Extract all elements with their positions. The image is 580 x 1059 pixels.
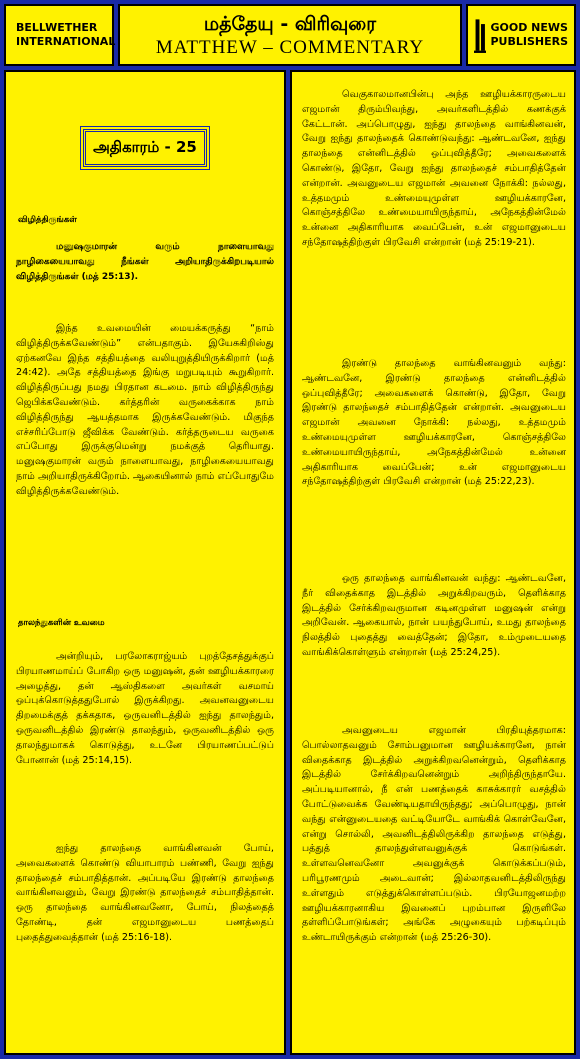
left-paragraph-1: இந்த உவமையின் மையக்கருத்து “நாம் விழித்திருக்கவேண்டும்” என்பதாகும். இயேசுகிறிஸ்து ஏற்கனவே இந்த சத்தியத்தை வலியுறுத்தியிருக்கிறார் (மத் 24:42). அதே சத்தியத்தை இங்கு மறுபடியும் கூறுகிறார். விழித்திருப்பது நமது பிரதான கடமை. நாம் விழித்திருந்து ஜெபிக்கவேண்டும். கர்த்தரின் வருகைக்காக நாம் விழித்திருந்து ஆயத்தமாக இருக்கவேண்டும். மிகுந்த எச்சரிப்போடு ஜீவிக்க வேண்டும். கர்த்தருடைய வருகை எப்போது இருக்குமென்று நமக்குத் தெரியாது. மனுஷகுமாரன் வரும் நாளையாவது, நாழிகையையாவது நாம் அறியாதிருக்கிறோம். ஆகையினால் நாம் எப்போதுமே விழித்திருக்கவேண்டும். — [16, 323, 274, 497]
good-news-logo-text — [490, 21, 568, 49]
right-paragraph-2: இரண்டு தாலந்தை வாங்கினவனும் வந்து: ஆண்டவனே, இரண்டு தாலந்தை என்னிடத்தில் ஒப்புவித்தீரே; அவைகளைக் கொண்டு, இதோ, வேறு இரண்டு தாலந்தைச் சம்பாதித்தேன் என்றான். அவனுடைய எஜமான் அவனை நோக்கி: நல்லது, உத்தமமும் உண்மையுமுள்ள ஊழியக்காரனே, கொஞ்சத்திலே உண்மையாயிருந்தாய், அநேகத்தின்மேல் உன்னை அதிகாரியாக வைப்பேன்; உன் எஜமானுடைய சந்தோஷத்திற்குள் பிரவேசி என்றான் (மத் 25:22,23). — [302, 358, 566, 488]
section-heading-watch: விழித்திருங்கள் — [18, 215, 77, 225]
logo-left-line1: BELLWETHER — [16, 21, 98, 34]
bellwether-logo — [4, 4, 114, 66]
right-column — [290, 70, 576, 1055]
bellwether-logo-text — [16, 21, 115, 49]
right-paragraph-4: அவனுடைய எஜமான் பிரதியுத்தரமாக: பொல்லாதவனும் சோம்பனுமான ஊழியக்காரனே, நான் விதைக்காத இடத்தில் அறுக்கிறவனென்றும், தெளிக்காத இடத்தில் சேர்க்கிறவனென்றும் அறிந்திருந்தாயே. அப்படியானால், நீ என் பணத்தைக் காசுக்காரர் வசத்தில் போட்டுவைக்க வேண்டியதாயிருந்தது; அப்பொழுது, நான் வந்து என்னுடையதை வட்டியோடே வாங்கிக் கொள்வேனே, என்று சொல்லி, அவனிடத்திலிருக்கிற தாலந்தை எடுத்து, பத்துத் தாலந்துள்ளவனுக்குக் கொடுங்கள். உள்ளவனெவனோ அவனுக்குக் கொடுக்கப்படும், பரிபூரணமும் அடைவான்; இல்லாதவனிடத்திலிருந்து உள்ளதும் எடுத்துக்கொள்ளப்படும். பிரயோஜனமற்ற ஊழியக்காரனாகிய இவனைப் புறம்பான இருளிலே தள்ளிப்போடுங்கள்; அங்கே அழுகையும் பற்கடிப்பும் உண்டாயிருக்கும் என்றான் (மத் 25:26-30). — [302, 725, 566, 944]
logo-right-line1: GOOD NEWS — [490, 21, 568, 34]
page-title-english: MATTHEW – COMMENTARY — [155, 37, 425, 58]
good-news-logo-icon — [474, 12, 486, 58]
key-verse: மனுஷகுமாரன் வரும் நாளையாவது நாழிகையையாவது நீங்கள் அறியாதிருக்கிறபடியால் விழித்திருங்கள் (மத் 25:13). — [16, 242, 274, 282]
page-title-tamil: மத்தேயு - விரிவுரை — [203, 13, 377, 35]
right-paragraph-3: ஒரு தாலந்தை வாங்கினவன் வந்து: ஆண்டவனே, நீர் விதைக்காத இடத்தில் அறுக்கிறவரும், தெளிக்காத இடத்தில் சேர்க்கிறவருமான கடினமுள்ள மனுஷன் என்று அறிவேன். ஆகையால், நான் பயந்துபோய், உமது தாலந்தை நிலத்தில் புதைத்து வைத்தேன்; இதோ, உம்முடையதை வாங்கிக்கொள்ளும் என்றான் (மத் 25:24,25). — [302, 573, 566, 658]
chapter-label: அதிகாரம் - 25 — [83, 129, 207, 167]
section-heading-talents: தாலந்துகளின் உவமை — [18, 618, 105, 628]
page-title-box — [118, 4, 462, 66]
logo-left-line2: INTERNATIONAL — [16, 35, 116, 48]
right-paragraph-1: வெகுகாலமானபின்பு அந்த ஊழியக்காரருடைய எஜமான் திரும்பிவந்து, அவர்களிடத்தில் கணக்குக் கேட்டான். அப்பொழுது, ஐந்து தாலந்தை வாங்கினவன், வேறு ஐந்து தாலந்தைக் கொண்டுவந்து: ஆண்டவனே, ஐந்து தாலந்தை என்னிடத்தில் ஒப்புவித்தீரே; அவைகளைக் கொண்டு, இதோ, வேறு ஐந்து தாலந்தைச் சம்பாதித்தேன் என்றான். அவனுடைய எஜமான் அவனை நோக்கி: நல்லது, உத்தமமும் உண்மையுமுள்ள ஊழியக்காரனே, கொஞ்சத்திலே உண்மையாயிருந்தாய், அநேகத்தின்மேல் உன்னை அதிகாரியாக வைப்பேன், உன் எஜமானுடைய சந்தோஷத்திற்குள் பிரவேசி என்றான் (மத் 25:19-21). — [302, 89, 566, 248]
left-paragraph-2: அன்றியும், பரலோகராஜ்யம் புறத்தேசத்துக்குப் பிரயாணமாய்ப் போகிற ஒரு மனுஷன், தன் ஊழியக்காரரை அழைத்து, தன் ஆஸ்திகளை அவர்கள் வசமாய் ஒப்புக்கொடுத்ததுபோல் இருக்கிறது. அவனவனுடைய திறமைக்குத் தக்கதாக, ஒருவனிடத்தில் ஐந்து தாலந்தும், ஒருவனிடத்தில் இரண்டு தாலந்தும், ஒருவனிடத்தில் ஒரு தாலந்துமாகக் கொடுத்து, உடனே பிரயாணப்பட்டுப் போனான் (மத் 25:14,15). — [16, 651, 274, 766]
good-news-logo — [466, 4, 576, 66]
left-paragraph-3: ஐந்து தாலந்தை வாங்கினவன் போய், அவைகளைக் கொண்டு வியாபாரம் பண்ணி, வேறு ஐந்து தாலந்தைச் சம்பாதித்தான். அப்படியே இரண்டு தாலந்தை வாங்கினவனும், வேறு இரண்டு தாலந்தைச் சம்பாதித்தான். ஒரு தாலந்தை வாங்கினவனோ, போய், நிலத்தைத் தோண்டி, தன் எஜமானுடைய பணத்தைப் புதைத்துவைத்தான் (மத் 25:16-18). — [16, 843, 274, 943]
logo-right-line2: PUBLISHERS — [490, 35, 568, 48]
left-column — [4, 70, 286, 1055]
